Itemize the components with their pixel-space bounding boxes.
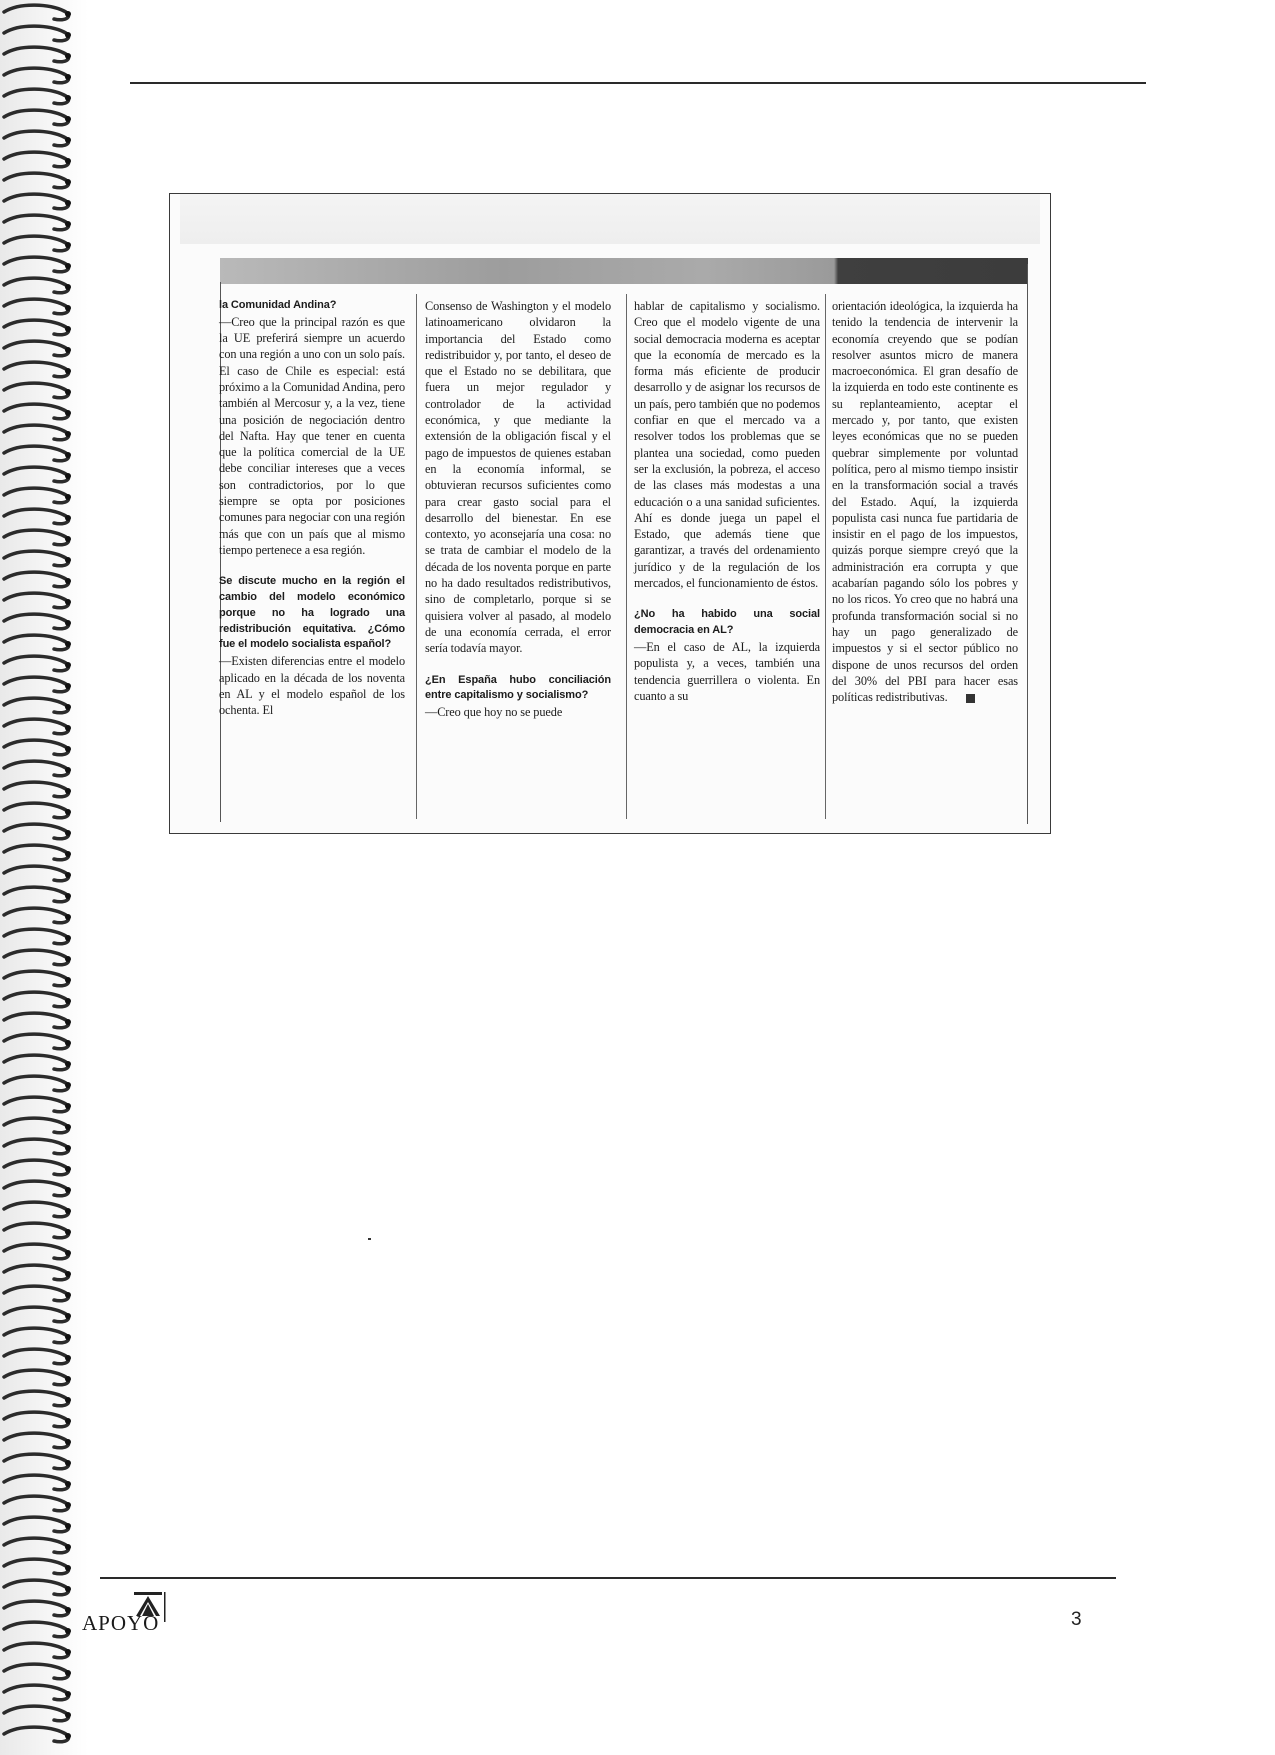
spiral-coil (4, 1181, 71, 1196)
interview-answer (425, 298, 611, 657)
spiral-coil (4, 614, 71, 629)
paragraph-gap (219, 558, 405, 574)
page-number: 3 (1071, 1609, 1082, 1630)
spiral-coil (4, 740, 71, 755)
spiral-coil (4, 1097, 71, 1112)
interview-question (219, 574, 405, 653)
spiral-coil (4, 488, 71, 503)
spiral-coil (4, 1055, 71, 1070)
spiral-coil (4, 26, 71, 41)
end-of-article-icon (966, 694, 975, 703)
interview-question (634, 607, 820, 639)
spiral-coil (4, 131, 71, 146)
interview-question (219, 298, 405, 314)
spiral-coil (4, 68, 71, 83)
column-divider (626, 294, 627, 819)
spiral-coil (4, 1076, 71, 1091)
spiral-coil (4, 635, 71, 650)
paragraph-text: la Comunidad Andina? (219, 299, 337, 311)
spiral-coil (4, 257, 71, 272)
spiral-coil (4, 1601, 71, 1616)
spiral-coil (4, 1538, 71, 1553)
paragraph-text: —Creo que hoy no se puede (425, 705, 563, 720)
spiral-coil (4, 1139, 71, 1154)
spiral-coil (4, 551, 71, 566)
column-divider (825, 294, 826, 819)
bottom-rule (100, 1577, 1116, 1579)
spiral-coil (4, 1118, 71, 1133)
spiral-coil (4, 677, 71, 692)
spiral-coil (4, 530, 71, 545)
spiral-coil (4, 803, 71, 818)
interview-answer (425, 704, 611, 720)
spiral-coil (4, 299, 71, 314)
spiral-coil (4, 1286, 71, 1301)
paragraph-text: —Existen diferencias entre el modelo aplicado en la década de los noventa en AL y el modelo español de los ochenta. El (219, 654, 405, 718)
spiral-binding (0, 0, 88, 1755)
spiral-coil (4, 782, 71, 797)
article-column-2 (425, 298, 611, 720)
paragraph-text: hablar de capitalismo y socialismo. Creo que el modelo vigente de una social democracia moderna es aceptar que la economía de mercado es la forma más eficiente de producir desarrollo y de asignar los recursos de un país, pero también que no podemos confiar en que el mercado va a resolver todos los problemas que se plantea una sociedad, como pueden ser la exclusión, la pobreza, el acceso de las clases más modestas a una educación o a una sanidad suficientes. Ahí es donde juega un papel el Estado, que además tiene que garantizar, a través del ordenamiento jurídico y de la regulación de los mercados, el funcionamiento de éstos. (634, 299, 820, 591)
spiral-coil (4, 173, 71, 188)
spiral-coil (4, 1727, 71, 1742)
spiral-coil (4, 509, 71, 524)
spiral-coil (4, 1559, 71, 1574)
spiral-coil (4, 929, 71, 944)
spiral-coil (4, 1370, 71, 1385)
paragraph-text: —Creo que la principal razón es que la UE preferirá siempre un acuerdo con una región a uno con un solo país. El caso de Chile es especial: está próximo a la Comunidad Andina, pero también al Mercosur y, a la vez, tiene una posición de negociación dentro del Nafta. Hay que tener en cuenta que la política comercial de la UE debe conciliar intereses que a veces son contradictorios, por lo que siempre se opta por posiciones comunes para negociar con una región más que con un país que al mismo tiempo pertenece a esa región. (219, 314, 405, 557)
spiral-coil (4, 1307, 71, 1322)
spiral-coil (4, 278, 71, 293)
spiral-coil (4, 1223, 71, 1238)
spiral-coil (4, 761, 71, 776)
newspaper-clipping (169, 193, 1051, 834)
spiral-coil (4, 1706, 71, 1721)
spiral-coil (4, 320, 71, 335)
scan-speck (368, 1238, 371, 1240)
interview-answer (634, 639, 820, 704)
spiral-coil (4, 425, 71, 440)
spiral-coil (4, 572, 71, 587)
spiral-coil (4, 992, 71, 1007)
spiral-coil (4, 236, 71, 251)
paragraph-text: ¿En España hubo conciliación entre capitalismo y socialismo? (425, 673, 611, 702)
paragraph-gap (425, 657, 611, 673)
spiral-coil (4, 215, 71, 230)
spiral-coil (4, 1664, 71, 1679)
spiral-coil (4, 341, 71, 356)
spiral-coil (4, 1244, 71, 1259)
spiral-coil (4, 887, 71, 902)
spiral-coil (4, 5, 71, 20)
spiral-coil (4, 1622, 71, 1637)
spiral-coil (4, 698, 71, 713)
spiral-coil (4, 1685, 71, 1700)
spiral-coil (4, 1034, 71, 1049)
spiral-coil (4, 446, 71, 461)
paragraph-text: orientación ideológica, la izquierda ha tenido la tendencia de intervenir la economía creyendo que se podían resolver asuntos micro de manera macroeconómica. El gran desafío de la izquierda en todo este continente es su replanteamiento, aceptar el mercado y, por tanto, que existen leyes económicas que no se pueden quebrar simplemente por voluntad política, pero al mismo tiempo insistir en la transformación social a través del Estado. Aquí, la izquierda populista casi nunca fue partidaria de insistir en el pago de los impuestos, quizás porque siempre creyó que la administración era corrupta y que acabarían pagando sólo los pobres y no los ricos. Yo creo que no habrá una profunda transformación social si no hay un pago generalizado de impuestos y si el sector público no dispone de unos recursos del orden del 30% del PBI para hacer esas políticas redistributivas. (832, 299, 1018, 705)
paragraph-text: Se discute mucho en la región el cambio del modelo económico porque no ha logrado una redistribución equitativa. ¿Cómo fue el modelo socialista español? (219, 575, 405, 651)
interview-answer (219, 653, 405, 718)
apoyo-logo-text: APOYO (82, 1611, 160, 1635)
clipping-header-shade (180, 194, 1040, 244)
spiral-coil (4, 1391, 71, 1406)
interview-answer (219, 314, 405, 558)
spiral-coil (4, 1202, 71, 1217)
paragraph-text: ¿No ha habido una social democracia en AL? (634, 608, 820, 637)
spiral-coil (4, 1412, 71, 1427)
spiral-coil (4, 1454, 71, 1469)
spiral-coil (4, 1013, 71, 1028)
paragraph-text: Consenso de Washington y el modelo latinoamericano olvidaron la importancia del Estado como redistribuidor y, por tanto, el deseo de que el Estado no se debilitara, que fuera un mejor regulador y controlador de la actividad económica, y que mediante la extensión de la obligación fiscal y el pago de impuestos de quienes estaban en la economía informal, se obtuvieran recursos suficientes como para crear gasto social para el desarrollo del bienestar. En ese contexto, yo aconsejaría una cosa: no se trata de cambiar el modelo de la década de los noventa porque en parte no ha dado resultados redistributivos, sino de completarlo, porque si se quisiera volver al pasado, al modelo de una economía cerrada, el error sería todavía mayor. (425, 299, 611, 656)
interview-question (425, 673, 611, 705)
spiral-coil (4, 1580, 71, 1595)
spiral-coil (4, 404, 71, 419)
paragraph-gap (634, 591, 820, 607)
spiral-coil (4, 1475, 71, 1490)
spiral-coil (4, 1643, 71, 1658)
paragraph-text: —En el caso de AL, la izquierda populista y, a veces, también una tendencia guerrillera o violenta. En cuanto a su (634, 639, 820, 703)
clipping-right-edge (1027, 264, 1028, 824)
column-divider (416, 294, 417, 819)
spiral-coil (4, 1349, 71, 1364)
spiral-coil (4, 971, 71, 986)
spiral-coil (4, 824, 71, 839)
spiral-coil (4, 719, 71, 734)
spiral-coil (4, 383, 71, 398)
top-rule (130, 82, 1146, 84)
spiral-coil (4, 845, 71, 860)
spiral-coil (4, 593, 71, 608)
spiral-coil (4, 110, 71, 125)
interview-answer (634, 298, 820, 591)
spiral-coil (4, 656, 71, 671)
clipping-header-band (220, 258, 1028, 284)
interview-answer (832, 298, 1018, 705)
spiral-coil (4, 152, 71, 167)
spiral-coil (4, 89, 71, 104)
spiral-coil (4, 47, 71, 62)
article-column-4 (832, 298, 1018, 705)
spiral-coil (4, 1265, 71, 1280)
spiral-coil (4, 950, 71, 965)
spiral-coil (4, 908, 71, 923)
spiral-coil (4, 1496, 71, 1511)
spiral-coil (4, 467, 71, 482)
spiral-coil (4, 866, 71, 881)
spiral-coil (4, 1517, 71, 1532)
spiral-coil (4, 362, 71, 377)
spiral-coil (4, 1328, 71, 1343)
spiral-coil (4, 194, 71, 209)
article-column-3 (634, 298, 820, 704)
article-column-1 (219, 298, 405, 718)
spiral-coil (4, 1433, 71, 1448)
spiral-coil (4, 1160, 71, 1175)
